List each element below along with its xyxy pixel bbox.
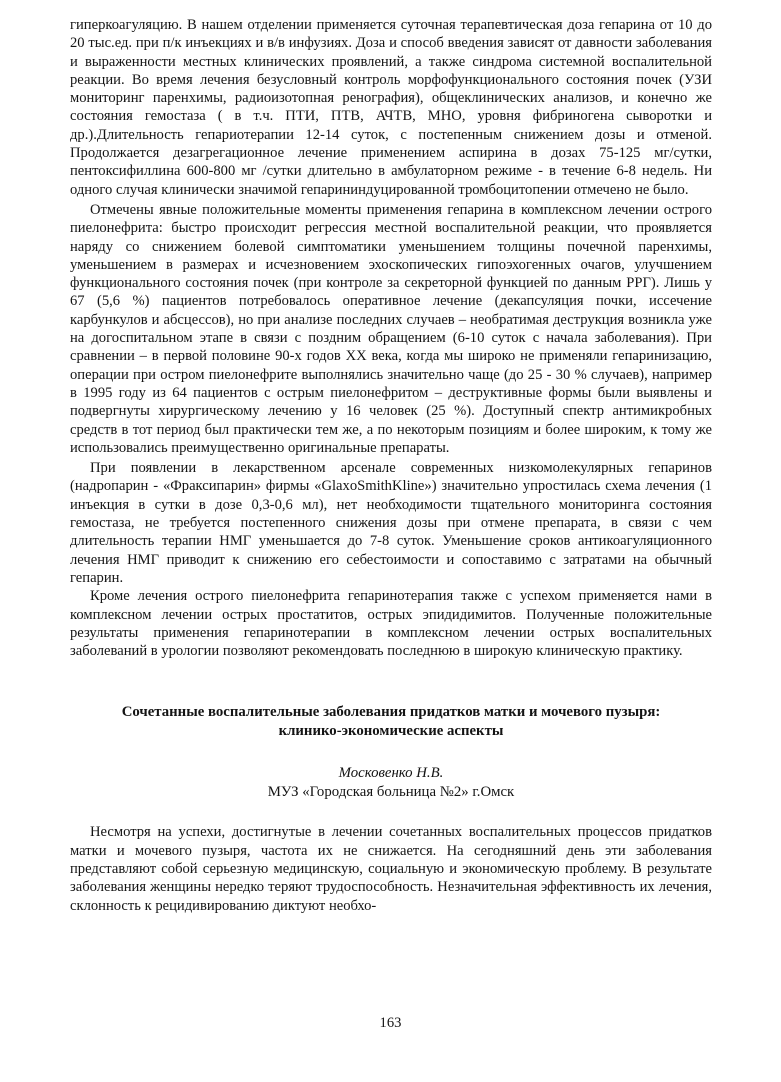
- section-title-line-1: Сочетанные воспалительные заболевания придатков матки и мочевого пузыря:: [121, 704, 661, 721]
- section-title-line-2: клинико-экономические аспекты: [278, 723, 504, 740]
- paragraph-low-molecular-heparins: При появлении в лекарственном арсенале современных низкомолекулярных гепаринов (надропарин - «Фраксипарин» фирмы «GlaxoSmithKline») значительно упростилась схема лечения (1 инъекция в сутки в дозе 0,3-0,6 мл), нет необходимости тщательного мониторинга состояния гемостаза, не требуется постепенного снижения дозы при отмене препарата, в связи с чем длительность терапии НМГ уменьшается до 7-8 суток. Уменьшение сроков антикоагуляционного лечения НМГ приводит к снижению его себестоимости и сопоставимо с затратами на обычный гепарин.: [70, 460, 712, 586]
- paragraph-abstract: Несмотря на успехи, достигнутые в лечении сочетанных воспалительных процессов придатков матки и мочевого пузыря, частота их не снижается. На сегодняшний день эти заболевания представляют собой серьезную медицинскую, социальную и экономическую проблему. В результате заболевания женщины нередко теряют трудоспособность. Незначительная эффективность их лечения, склонность к рецидивированию диктуют необхо-: [70, 824, 712, 914]
- author-name: Московенко Н.В.: [338, 765, 444, 782]
- document-page: [70, 16, 712, 915]
- paragraph-heparin-dosage: гиперкоагуляцию. В нашем отделении применяется суточная терапевтическая доза гепарина от 10 до 20 тыс.ед. при п/к инъекциях и в/в инфузиях. Доза и способ введения зависят от давности заболевания и выраженности местных клинических проявлений, а также синдрома системной воспалительной реакции. Во время лечения безусловный контроль морфофункционального состояния почек (УЗИ мониторинг паренхимы, радиоизотопная ренография), общеклинических анализов, и конечно же состояния гемостаза ( в т.ч. ПТИ, ПТВ, АЧТВ, МНО, уровня фибриногена сыворотки и др.).Длительность гепариотерапии 12-14 суток, с постепенным снижением дозы и отменой. Продолжается дезагрегационное лечение применением аспирина в дозах 75-125 мг/сутки, пентоксифиллина 600-800 мг /сутки длительно в амбулаторном режиме - в течение 6-8 недель. Ни одного случая клинически значимой гепарининдуцированной тромбоцитопении отмечено не было.: [70, 17, 712, 198]
- page-number: 163: [379, 1015, 402, 1031]
- paragraph-positive-effects: Отмечены явные положительные моменты применения гепарина в комплексном лечении острого пиелонефрита: быстро происходит регрессия местной воспалительной реакции, что проявляется наряду со снижением болевой симптоматики уменьшением толщины почечной паренхимы, уменьшением в размерах и исчезновением эхоскопических гипоэхогенных очагов, улучшением функционального состояния почек (при контроле за секреторной функцией по данным РРГ). Лишь у 67 (5,6 %) пациентов потребовалось оперативное лечение (декапсуляция почки, иссечение карбункулов и абсцессов), но при анализе последних случаев – необратимая деструкция возникла уже на догоспитальном этапе в связи с поздним обращением (6-10 суток с начала заболевания). При сравнении – в первой половине 90-х годов XX века, когда мы широко не применяли гепаринизацию, операции при остром пиелонефрите выполнялись значительно чаще (до 25 - 30 % случаев), например в 1995 году из 64 пациентов с острым пиелонефритом – деструктивные формы были выявлены и подвергнуты хирургическому лечению у 16 человек (25 %). Доступный спектр антимикробных средств в тот период был практически тем же, а по некоторым позициям и более широким, к тому же использовались преимущественно оригинальные препараты.: [70, 201, 712, 456]
- author-affiliation: МУЗ «Городская больница №2» г.Омск: [267, 784, 515, 801]
- section-title: [70, 703, 712, 741]
- paragraph-conclusion: Кроме лечения острого пиелонефрита гепаринотерапия также с успехом применяется нами в комплексном лечении острых простатитов, острых эпидидимитов. Полученные положительные результаты применения гепаринотерапии в комплексном лечении острых воспалительных заболеваний в урологии позволяют рекомендовать последнюю в широкую клиническую практику.: [70, 588, 712, 660]
